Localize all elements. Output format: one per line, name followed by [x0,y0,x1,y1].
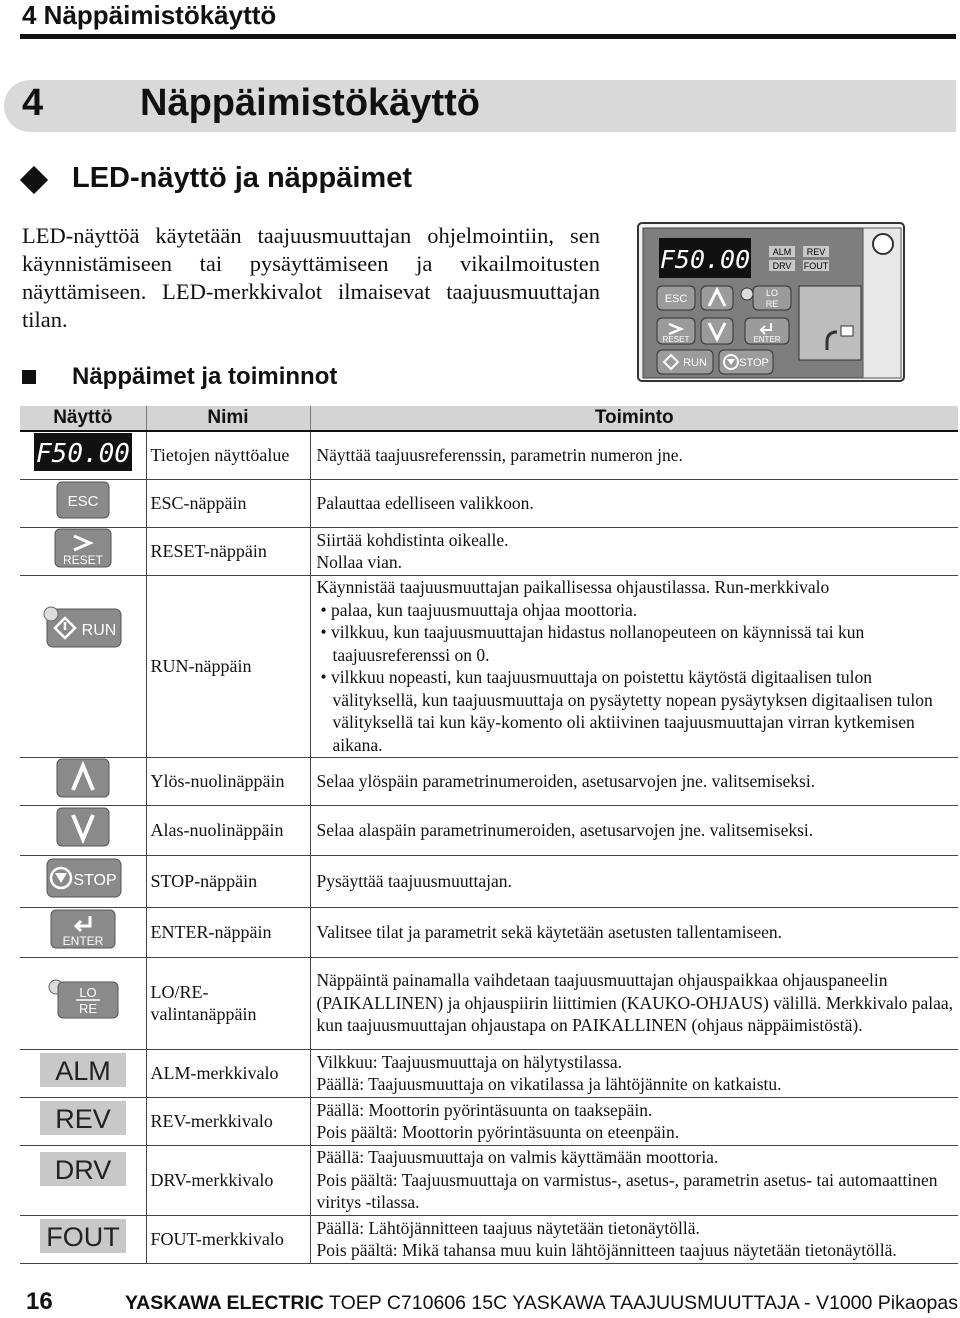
drv-led-icon [40,1152,126,1186]
panel-reset-label: RESET [662,335,690,344]
row-function: Näppäintä painamalla vaihdetaan taajuusmuuttajan ohjauspaikkaa ohjauspaneelin (PAIKALLINEN) ja ohjauspiirin liittimien (KAUKO-OHJAUS) välillä. Merkkivalo palaa, kun taajuusmuuttajan ohjaustapa on PAIKALLINEN (ohjaus näppäimistöstä). [310,957,958,1049]
panel-display: F50.00 [659,245,751,274]
down-arrow-key-icon [56,807,110,847]
table-row [20,1097,958,1145]
row-function: Palauttaa edelliseen valikkoon. [310,479,958,527]
operator-panel-illustration [637,222,905,382]
row-name: DRV-merkkivalo [146,1145,310,1215]
svg-text:RESET: RESET [62,552,103,567]
panel-led-fout-label: FOUT [803,261,829,271]
row-function: Käynnistää taajuusmuuttajan paikallisessa ohjaustilassa. Run-merkkivalo [316,577,830,597]
row-name: ENTER-näppäin [146,907,310,957]
header-display: Näyttö [20,406,146,431]
row-function-line: Päällä: Lähtöjännitteen taajuus näytetään tietonäytöllä. [316,1217,700,1238]
chapter-number: 4 [22,82,44,124]
rev-led-icon [40,1101,126,1135]
svg-text:RE: RE [78,1000,97,1016]
table-header-row [20,406,958,431]
row-function: Selaa ylöspäin parametrinumeroiden, asetusarvojen jne. valitsemiseksi. [310,757,958,805]
table-row [20,907,958,957]
list-item: • palaa, kun taajuusmuuttaja ohjaa moottoria. [320,599,638,620]
esc-key-icon [56,481,110,519]
svg-text:DRV: DRV [54,1154,112,1185]
row-name: RUN-näppäin [146,575,310,757]
header-rule [20,34,956,39]
diamond-bullet-icon [20,166,48,194]
svg-text:ALM: ALM [54,1055,111,1086]
row-name: LO/RE- [150,981,209,1002]
lo-re-key-icon [46,978,120,1022]
row-function-line: Pois päältä: Mikä tahansa muu kuin lähtöjännitteen taajuus näytetään tietonäytöllä. [316,1240,897,1260]
row-name: STOP-näppäin [146,855,310,907]
list-item: • vilkkuu nopeasti, kun taajuusmuuttaja on poistettu käytöstä digitaalisen tulon välityksellä, kun taajuusmuuttaja on pysäytetty nopean pysäytyksen digitaalisen tulon välityksellä tai kun käy-komento oli aktiivinen taajuusmuuttajan virran kytkemisen aikana. [320,667,933,755]
panel-enter-label: ENTER [753,335,781,344]
table-row [20,757,958,805]
panel-lo-label: LO [765,288,779,298]
panel-led-rev-label: REV [806,247,826,257]
table-row [20,957,958,1049]
row-function: Valitsee tilat ja parametrit sekä käytetään asetusten tallentamiseen. [310,907,958,957]
panel-re-label: RE [765,299,779,309]
table-row [20,527,958,575]
row-name-cont: valintanäppäin [150,1004,257,1024]
panel-led-drv-label: DRV [772,261,792,271]
row-name: FOUT-merkkivalo [146,1215,310,1263]
row-name: ESC-näppäin [146,479,310,527]
enter-key-icon [50,909,116,949]
header-function: Toiminto [310,406,958,431]
reset-key-icon [54,528,112,568]
display-icon [34,433,132,471]
row-function-line: Siirtää kohdistinta oikealle. [316,529,509,550]
table-row [20,575,958,757]
table-row [20,1145,958,1215]
page-footer [125,1292,958,1315]
up-arrow-key-icon [56,758,110,798]
svg-text:ENTER: ENTER [62,933,104,948]
table-row [20,1215,958,1263]
table-row [20,855,958,907]
running-header: 4 Näppäimistökäyttö [22,0,277,30]
fout-led-icon [40,1219,126,1253]
row-name: ALM-merkkivalo [146,1049,310,1097]
panel-stop-label: STOP [739,357,769,369]
square-bullet-icon [22,370,36,384]
panel-esc-label: ESC [664,293,688,305]
row-function-line: Vilkkuu: Taajuusmuuttaja on hälytystilassa. [316,1051,623,1072]
row-function: Näyttää taajuusreferenssin, parametrin numeron jne. [310,431,958,479]
section-title: LED-näyttö ja näppäimet [72,162,412,194]
alm-led-icon [40,1053,126,1087]
row-name: Alas-nuolinäppäin [146,805,310,855]
row-function: Pysäyttää taajuusmuuttajan. [310,855,958,907]
table-row [20,431,958,479]
stop-key-icon [43,857,123,899]
row-name: RESET-näppäin [146,527,310,575]
row-name: REV-merkkivalo [146,1097,310,1145]
row-name: Ylös-nuolinäppäin [146,757,310,805]
subsection-title: Näppäimet ja toiminnot [72,363,338,390]
svg-text:LO: LO [79,984,97,1000]
panel-lo-re-led [741,288,753,300]
svg-text:REV: REV [54,1103,111,1134]
svg-text:F50.00: F50.00 [35,439,130,469]
list-item: • vilkkuu, kun taajuusmuuttajan hidastus nollanopeuteen on käynnissä tai kun taajuusreferenssi on 0. [320,622,865,665]
svg-text:FOUT: FOUT [46,1221,120,1252]
row-function-line: Päällä: Taajuusmuuttaja on valmis käyttämään moottoria. [316,1147,719,1168]
intro-paragraph: LED-näyttöä käytetään taajuusmuuttajan ohjelmointiin, sen käynnistämiseen tai pysäyttämiseen ja vikailmoitusten näyttämiseen. LED-merkkivalot ilmaisevat taajuusmuuttajan tilan. [22,223,600,332]
row-function-line: Pois päältä: Moottorin pyörintäsuunta on eteenpäin. [316,1122,680,1142]
footer-doc: TOEP C710606 15C YASKAWA TAAJUUSMUUTTAJA - V1000 Pikaopas [323,1292,958,1314]
row-function-line: Päällä: Moottorin pyörintäsuunta on taaksepäin. [316,1099,653,1120]
keys-table [20,406,958,1264]
table-row [20,479,958,527]
table-row [20,1049,958,1097]
header-name: Nimi [146,406,310,431]
row-name: Tietojen näyttöalue [146,431,310,479]
panel-led-alm-label: ALM [772,247,792,257]
table-row [20,805,958,855]
page-number: 16 [26,1288,53,1315]
svg-text:STOP: STOP [73,871,117,889]
row-function-line: Nollaa vian. [316,552,403,572]
row-function-line: Pois päältä: Taajuusmuuttaja on varmistus-, asetus-, parametrin asetus- tai automaattinen viritys -tilassa. [316,1169,938,1213]
row-function-line: Päällä: Taajuusmuuttaja on vikatilassa ja lähtöjännite on katkaistu. [316,1074,782,1094]
svg-text:ESC: ESC [67,492,99,510]
svg-text:RUN: RUN [81,621,117,639]
row-function: Selaa alaspäin parametrinumeroiden, asetusarvojen jne. valitsemiseksi. [310,805,958,855]
run-key-icon [43,606,123,650]
panel-run-label: RUN [683,357,707,369]
footer-brand: YASKAWA ELECTRIC [124,1292,324,1314]
chapter-title: Näppäimistökäyttö [140,82,480,124]
